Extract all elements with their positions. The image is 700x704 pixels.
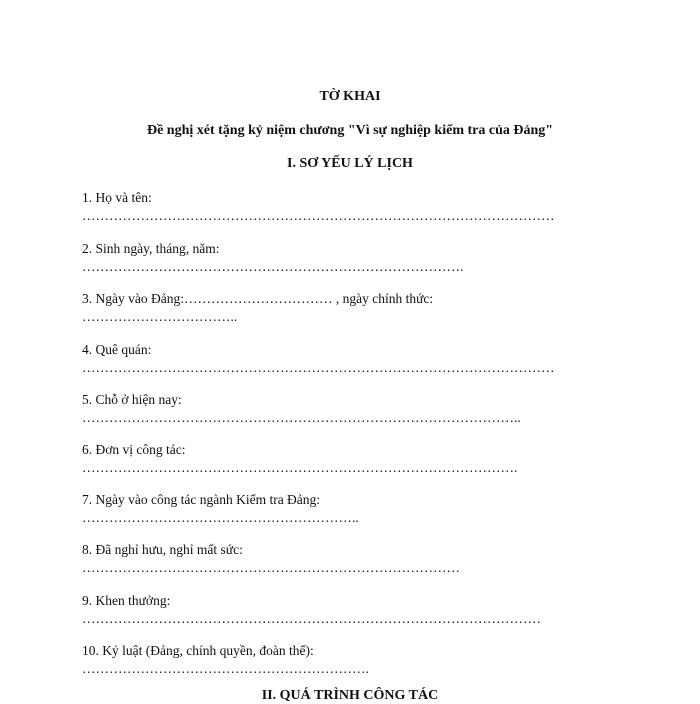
field-label: 4. Quê quán: — [82, 342, 152, 357]
field-party-join-date[interactable] — [82, 290, 602, 326]
field-fill-line[interactable]: ………………………………………………………………………… — [82, 560, 460, 575]
field-inspection-start-date[interactable] — [82, 491, 602, 527]
field-fill-line[interactable]: …………………………………………………………………………. — [82, 259, 464, 274]
field-fill-line[interactable]: ……………………………………………………………………………………. — [82, 460, 518, 475]
field-fill-line[interactable]: ………………………………………………………. — [82, 661, 369, 676]
field-commendations[interactable] — [82, 592, 602, 628]
field-fill-line[interactable]: …………………………………………………………………………………….. — [82, 410, 521, 425]
field-label: 2. Sinh ngày, tháng, năm: — [82, 241, 220, 256]
field-current-address[interactable] — [82, 391, 602, 427]
field-birth-date[interactable] — [82, 240, 602, 276]
field-retirement[interactable] — [82, 541, 602, 577]
field-label: 8. Đã nghỉ hưu, nghỉ mất sức: — [82, 542, 243, 557]
field-fill-line[interactable]: ………………………………………………………………………………………… — [82, 611, 541, 626]
field-fill-line[interactable]: …………………………………………………………………………………………… — [82, 208, 555, 223]
document-subtitle: Đề nghị xét tặng kỷ niệm chương "Vì sự nghiệp kiểm tra của Đảng" — [146, 123, 554, 138]
field-label: 3. Ngày vào Đảng:…………………………… , ngày chính thức: — [82, 291, 434, 306]
field-fill-line[interactable]: …………………………………………………….. — [82, 510, 359, 525]
field-work-unit[interactable] — [82, 441, 602, 477]
section-heading-1: I. SƠ YẾU LÝ LỊCH — [287, 156, 413, 171]
field-hometown[interactable] — [82, 341, 602, 377]
section-heading-2: II. QUÁ TRÌNH CÔNG TÁC — [261, 688, 439, 703]
field-fill-line[interactable]: …………………………….. — [82, 309, 238, 324]
field-discipline[interactable] — [82, 642, 602, 678]
field-label: 5. Chỗ ở hiện nay: — [82, 392, 182, 407]
field-label: 1. Họ và tên: — [82, 190, 152, 205]
field-label: 6. Đơn vị công tác: — [82, 442, 186, 457]
field-fill-line[interactable]: …………………………………………………………………………………………… — [82, 360, 555, 375]
document-title: TỜ KHAI — [319, 89, 381, 104]
field-full-name[interactable] — [82, 189, 602, 225]
field-label: 10. Kỷ luật (Đảng, chính quyền, đoàn thể): — [82, 643, 314, 658]
field-label: 7. Ngày vào công tác ngành Kiểm tra Đảng: — [82, 492, 321, 507]
field-label: 9. Khen thưởng: — [82, 593, 171, 608]
